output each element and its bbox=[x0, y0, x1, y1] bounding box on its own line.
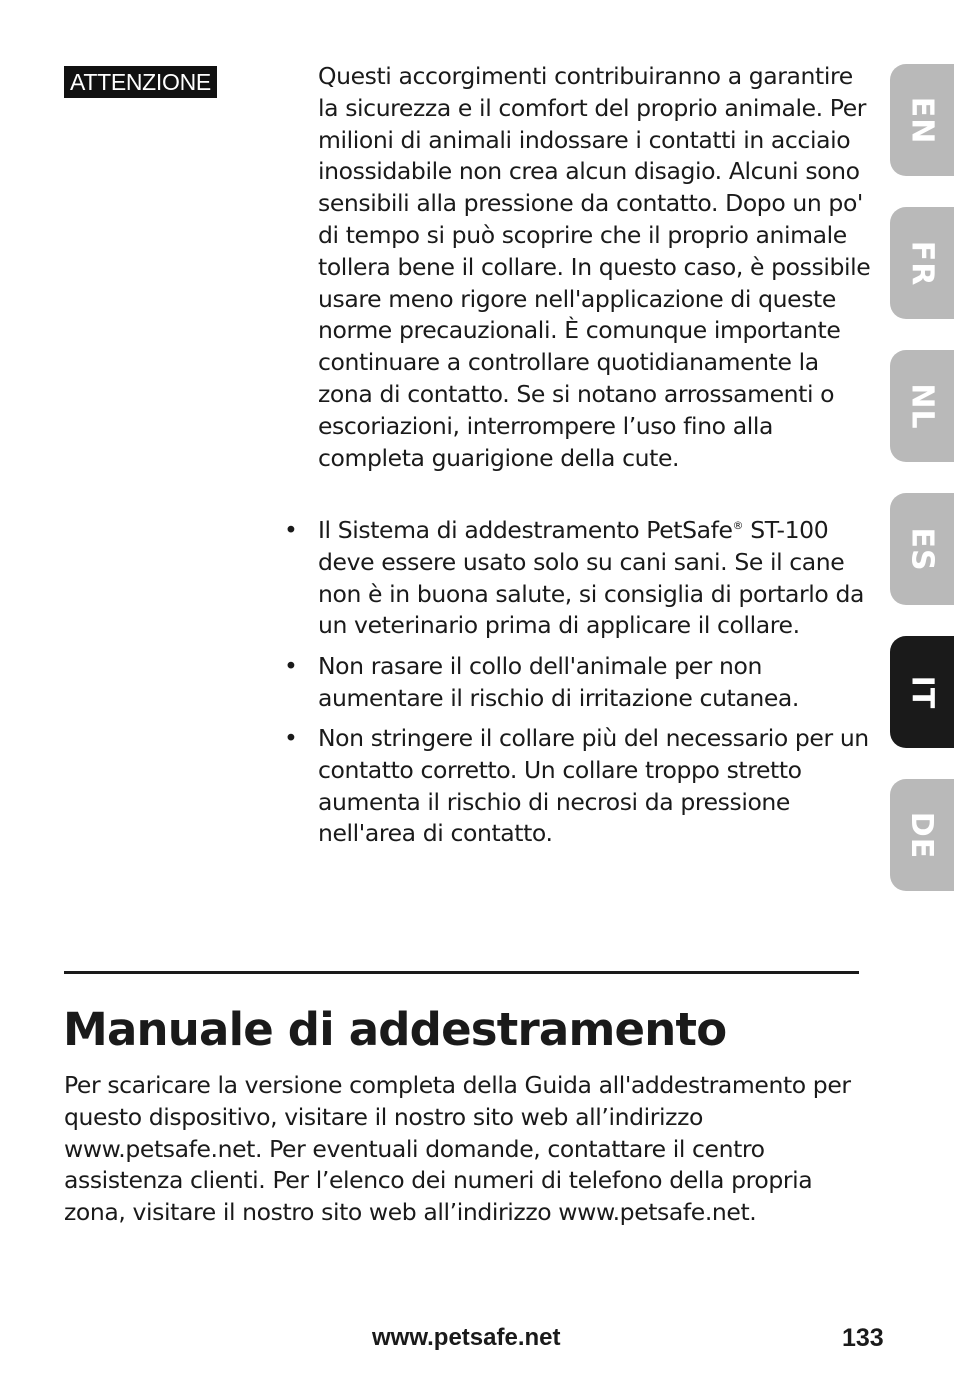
tab-fr[interactable] bbox=[890, 207, 954, 319]
list-item-text: Non rasare il collo dell'animale per non aumentare il rischio di irritazione cutanea. bbox=[318, 651, 799, 712]
tab-en-label: EN bbox=[904, 96, 940, 144]
section-divider bbox=[64, 971, 859, 974]
section-paragraph: Per scaricare la versione completa della Guida all'addestramento per questo dispositivo, visitare il nostro sito web all’indirizzo www.petsafe.net. Per eventuali domande, contattare il centro assistenza clienti. Per l’elenco dei numeri di telefono della propria zona, visitare il nostro sito web all’indirizzo www.petsafe.net. bbox=[64, 1071, 851, 1227]
tab-de[interactable] bbox=[890, 779, 954, 891]
list-item-text: Non stringere il collare più del necessario per un contatto corretto. Un collare troppo stretto aumenta il rischio di necrosi da pressione nell'area di contatto. bbox=[318, 723, 869, 848]
page-number: 133 bbox=[842, 1324, 884, 1352]
list-item bbox=[284, 723, 884, 850]
bullet-icon: • bbox=[284, 651, 298, 680]
registered-mark: ® bbox=[732, 519, 744, 532]
warning-paragraph: Questi accorgimenti contribuiranno a garantire la sicurezza e il comfort del proprio animale. Per milioni di animali indossare i contatti in acciaio inossidabile non crea alcun disagio. Alcuni sono sensibili alla pressione da contatto. Dopo un po' di tempo si può scoprire che il proprio animale tollera bene il collare. In questo caso, è possibile usare meno rigore nell'applicazione di queste norme precauzionali. È comunque importante continuare a controllare quotidianamente la zona di contatto. Se si notano arrossamenti o escoriazioni, interrompere l’uso fino alla completa guarigione della cute. bbox=[318, 62, 871, 472]
tab-fr-label: FR bbox=[904, 240, 940, 286]
tab-de-label: DE bbox=[904, 811, 940, 859]
bullet-icon: • bbox=[284, 516, 298, 544]
list-item-text: Il Sistema di addestramento PetSafe bbox=[318, 516, 733, 544]
tab-it[interactable] bbox=[890, 636, 954, 748]
tab-es[interactable] bbox=[890, 493, 954, 605]
section-title: Manuale di addestramento bbox=[63, 1003, 727, 1056]
list-item bbox=[284, 651, 884, 715]
bullet-icon: • bbox=[284, 723, 298, 752]
tab-en[interactable] bbox=[890, 64, 954, 176]
list-item bbox=[284, 515, 884, 642]
precaution-list bbox=[284, 515, 884, 859]
tab-nl-label: NL bbox=[904, 382, 940, 430]
list-item-text-continued: ST-100 deve essere usato solo su cani sani. Se il cane non è in buona salute, si consiglia di portarlo da un veterinario prima di applicare il collare. bbox=[318, 516, 864, 640]
tab-es-label: ES bbox=[904, 526, 940, 572]
tab-nl[interactable] bbox=[890, 350, 954, 462]
footer-url: www.petsafe.net bbox=[372, 1324, 561, 1351]
tab-it-label: IT bbox=[904, 675, 940, 709]
warning-label: ATTENZIONE bbox=[64, 66, 217, 98]
